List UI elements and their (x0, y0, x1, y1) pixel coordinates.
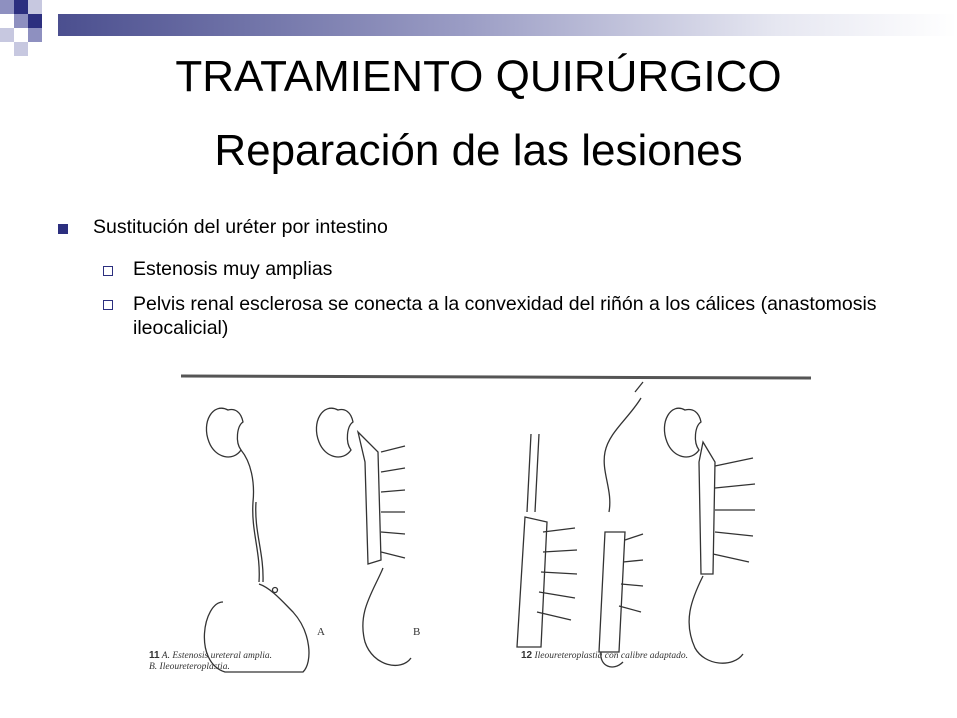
figure-caption-12 (521, 650, 688, 662)
surgical-illustration (143, 362, 823, 680)
caption-number: 12 (521, 650, 533, 661)
panel-label-a: A (317, 626, 325, 638)
bullet-text: Sustitución del uréter por intestino (93, 216, 388, 238)
caption-line: A. Estenosis ureteral amplia. (161, 651, 273, 661)
sub-bullet-text: Pelvis renal esclerosa se conecta a la convexidad del riñón a los cálices (anastomosis ileocalicial) (133, 293, 877, 340)
hollow-square-bullet-icon (103, 300, 113, 310)
figure-caption-11 (149, 650, 272, 674)
sub-bullet-text: Estenosis muy amplias (133, 258, 333, 280)
corner-square-decoration (0, 0, 58, 60)
caption-number: 11 (149, 650, 160, 661)
hollow-square-bullet-icon (103, 266, 113, 276)
caption-line: Ileoureteroplastia con calibre adaptado. (534, 651, 689, 661)
slide-subtitle: Reparación de las lesiones (214, 126, 743, 175)
top-gradient-bar (58, 14, 957, 36)
illustration-drawing (143, 362, 823, 680)
slide-title: TRATAMIENTO QUIRÚRGICO (175, 52, 782, 101)
panel-label-b: B (413, 626, 421, 638)
caption-line: B. Ileoureteroplastia. (149, 662, 230, 673)
square-bullet-icon (58, 224, 68, 234)
